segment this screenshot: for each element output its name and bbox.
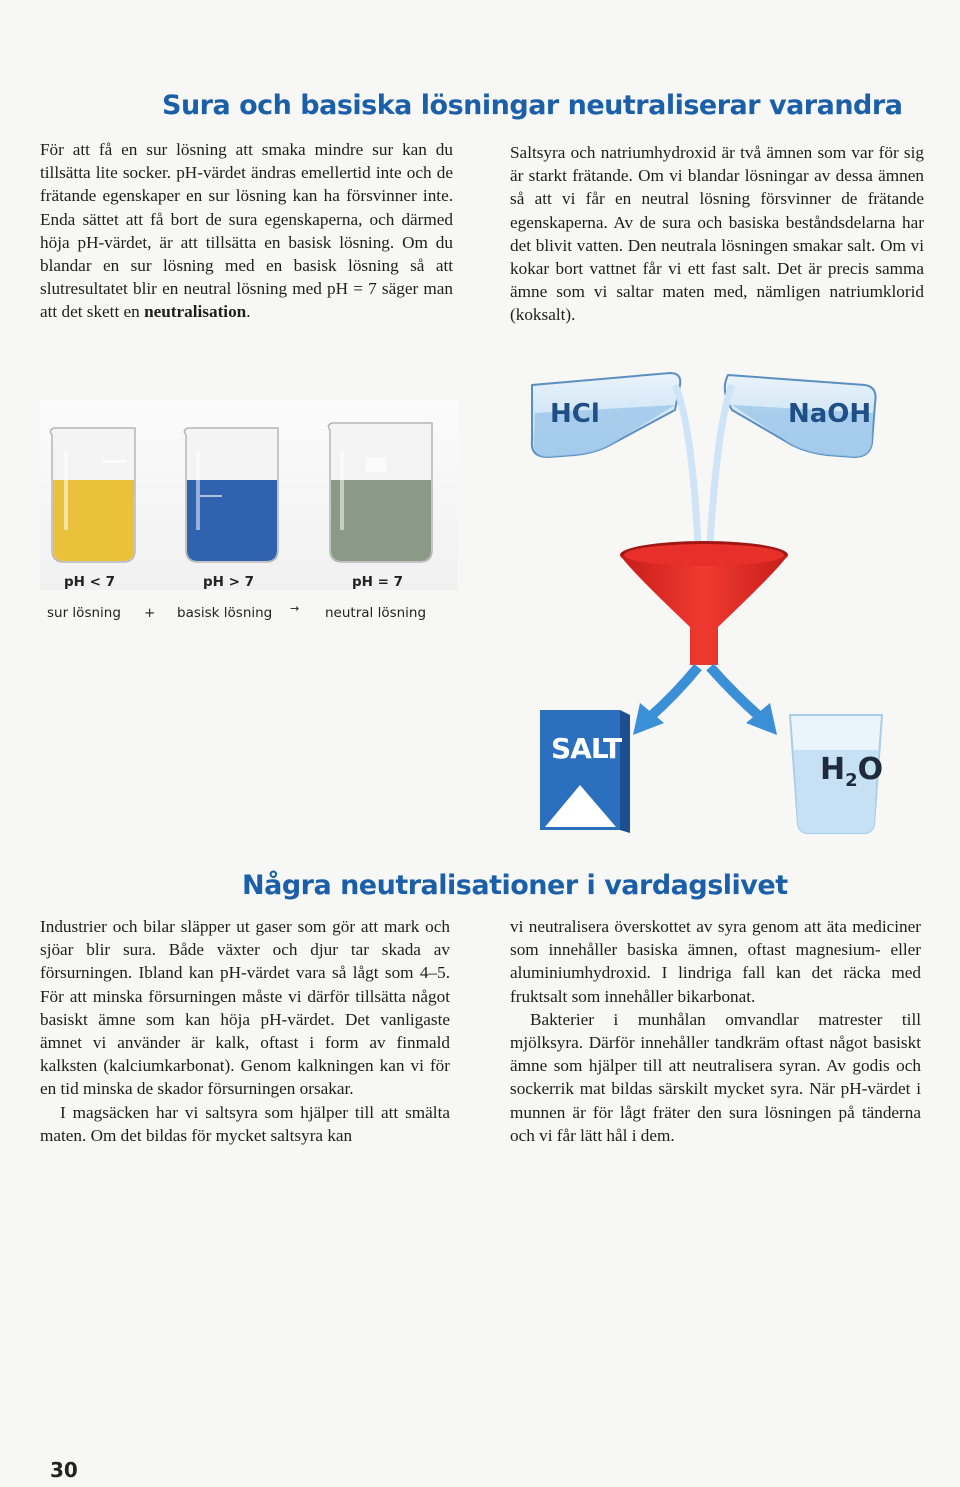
intro-left-end: .: [246, 302, 251, 322]
neutral-solution-label: neutral lösning: [325, 605, 427, 621]
page-number: 30: [50, 1458, 78, 1482]
neutralisation-term: neutralisation: [144, 302, 247, 322]
vardag-right-column: [510, 915, 921, 1147]
base-solution-label: basisk lösning: [177, 605, 273, 621]
water-formula: [820, 752, 883, 791]
section-title: Några neutralisationer i vardagslivet: [242, 870, 788, 901]
vardag-left-p2: I magsäcken har vi saltsyra som hjälper till att smälta maten. Om det bildas för mycket saltsyra kan: [40, 1102, 450, 1145]
reaction-arrow: →: [290, 602, 300, 615]
naoh-stream: [710, 385, 732, 545]
salt-label: SALT: [551, 732, 622, 765]
hcl-label: HCl: [550, 399, 600, 429]
funnel: [620, 541, 788, 665]
intro-right-column: [510, 141, 924, 327]
base-beaker: [184, 428, 278, 562]
vardag-left-column: [40, 915, 450, 1147]
ph-label-acid: pH < 7: [64, 574, 116, 590]
naoh-label: NaOH: [788, 399, 872, 429]
salt-box: [540, 710, 630, 833]
acid-beaker: [50, 428, 135, 562]
intro-right-text: Saltsyra och natriumhydroxid är två ämnen som var för sig är starkt frätande. Om vi blandar lösningar av dessa ämnen så att vi får en neutral lösning försvinner de frätande egenskaperna. Av de sura och basiska beståndsdelarna har det blivit vatten. Den neutrala lösningen smakar salt. Om vi kokar bort vattnet får vi ett fast salt. Det är precis samma ämne som vi saltar maten med, nämligen natriumklorid (koksalt).: [510, 143, 924, 325]
plus-sign: +: [144, 605, 156, 621]
intro-left-column: [40, 138, 453, 324]
neutral-beaker: [328, 423, 432, 562]
water-o: O: [857, 752, 884, 787]
beakers-photo: [40, 400, 458, 590]
ph-label-base: pH > 7: [203, 574, 255, 590]
hcl-stream: [675, 385, 698, 545]
acid-solution-label: sur lösning: [47, 605, 121, 621]
ph-label-neutral: pH = 7: [352, 574, 404, 590]
intro-left-text: För att få en sur lösning att smaka mindre sur kan du tillsätta lite socker. pH-värdet ändras emellertid inte och de frätande egenskaper en sur lösning kan ha försvinner inte. Enda sättet att få bort de sura egenskaperna, och därmed höja pH-värdet, är att tillsätta en basisk lösning. Om du blandar en sur lösning med en basisk lösning så att slutresultatet blir en neutral lösning med pH = 7 säger man att det skett en: [40, 140, 453, 322]
arrow-to-water: [710, 667, 777, 735]
beakers-illustration: [40, 400, 458, 590]
water-subscript: 2: [845, 770, 858, 791]
arrow-to-salt: [633, 667, 698, 735]
water-h: H: [820, 752, 846, 787]
vardag-right-p2: Bakterier i munhålan omvandlar matrester till mjölksyra. Därför innehåller tandkräm oftast något basiskt ämne som hjälper till att neutralisera syran. Av godis och sockerrik mat bildas särskilt mycket syra. När pH-värdet i munnen är för lågt fräter den sura lösningen på tänderna och vi får lätt hål i dem.: [510, 1009, 921, 1145]
vardag-right-p1: vi neutralisera överskottet av syra genom att äta mediciner som innehåller basiska ämnen, oftast magnesium- eller aluminiumhydroxid. I lindriga fall kan det räcka med fruktsalt som innehåller bikarbonat.: [510, 917, 921, 1006]
vardag-left-p1: Industrier och bilar släpper ut gaser som gör att mark och sjöar blir sura. Både växter och djur tar skada av försurningen. Ibland kan pH-värdet vara så lågt som 4–5. För att minska försurningen måste vi därför tillsätta något basiskt ämne som kan höja pH-värdet. Det vanligaste ämnet vi använder är kalk, oftast i form av finmald kalksten (kalciumkarbonat). Genom kalkningen kan vi för en tid minska de skador försurningen orsakar.: [40, 917, 450, 1099]
page-title: Sura och basiska lösningar neutraliserar varandra: [162, 90, 903, 121]
